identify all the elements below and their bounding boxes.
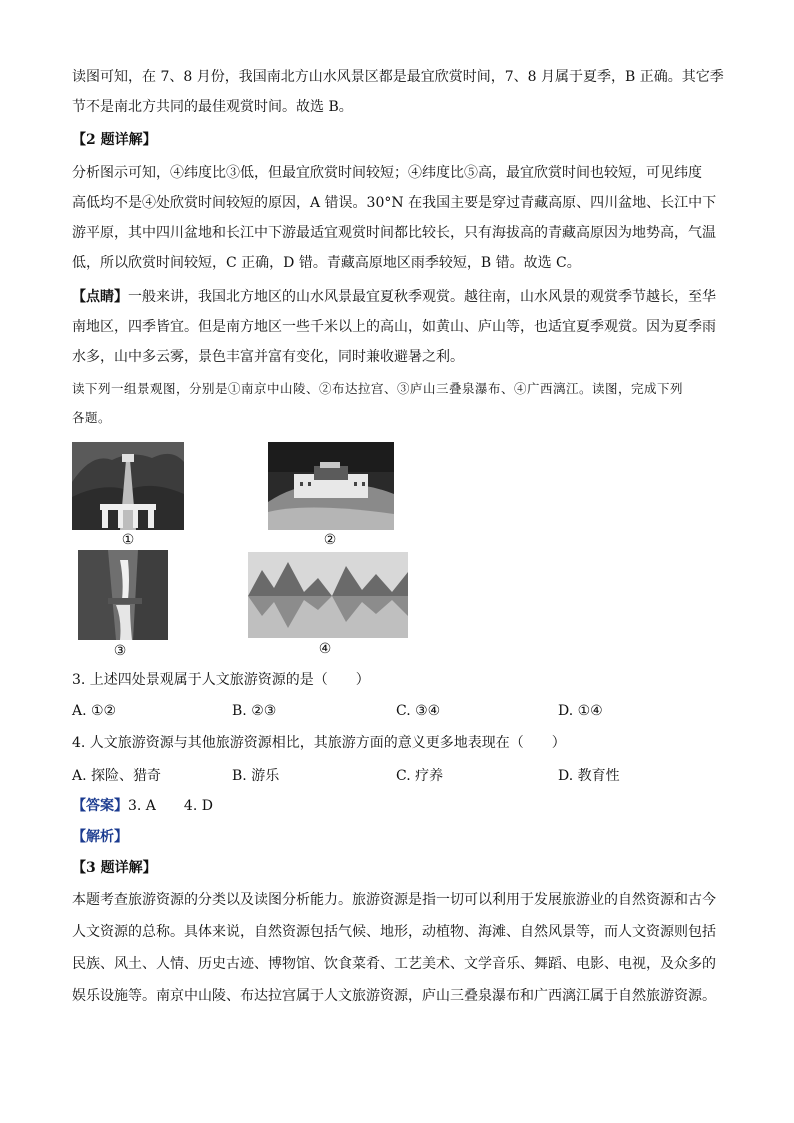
para3-line1: 本题考查旅游资源的分类以及读图分析能力。旅游资源是指一切可以利用于发展旅游业的自然资源和古今	[72, 892, 716, 908]
photo-waterfall	[78, 550, 168, 640]
para1-line1: 读图可知，在 7、8 月份，我国南北方山水风景区都是最宜欣赏时间，7、8 月属于夏季，B 正确。其它季	[72, 69, 724, 85]
caption-1: ①	[121, 532, 135, 548]
q3-detail-title: 【3 题详解】	[72, 860, 157, 876]
tip-text-1: 一般来讲，我国北方地区的山水风景最宜夏秋季观赏。越往南，山水风景的观赏季节越长，至华	[128, 289, 716, 305]
analysis-label: 【解析】	[72, 829, 128, 845]
answer-label: 【答案】	[72, 798, 128, 814]
tip-label: 【点睛】	[72, 289, 128, 305]
q2-detail-title: 【2 题详解】	[72, 132, 157, 148]
para3-line4: 娱乐设施等。南京中山陵、布达拉宫属于人文旅游资源，庐山三叠泉瀑布和广西漓江属于自然旅游资源。	[72, 988, 716, 1004]
q4-option-d[interactable]: D. 教育性	[558, 768, 620, 784]
q4-stem: 4. 人文旅游资源与其他旅游资源相比，其旅游方面的意义更多地表现在（ ）	[72, 735, 566, 751]
photo-potala	[268, 442, 394, 530]
para2-line1: 分析图示可知，④纬度比③低，但最宜欣赏时间较短；④纬度比⑤高，最宜欣赏时间也较短，可见纬度	[72, 165, 702, 181]
intro-line1: 读下列一组景观图，分别是①南京中山陵、②布达拉宫、③庐山三叠泉瀑布、④广西漓江。读图，完成下列	[72, 381, 684, 396]
caption-4: ④	[318, 641, 332, 657]
q3-stem: 3. 上述四处景观属于人文旅游资源的是（ ）	[72, 672, 370, 688]
answer-text: 3. A 4. D	[128, 798, 213, 814]
q3-option-a[interactable]: A. ①②	[72, 703, 117, 719]
q4-option-a[interactable]: A. 探险、猎奇	[72, 768, 162, 784]
para3-line3: 民族、风土、人情、历史古迹、博物馆、饮食菜肴、工艺美术、文学音乐、舞蹈、电影、电视，及众多的	[72, 956, 716, 972]
photo-mausoleum	[72, 442, 184, 530]
para2-line4: 低，所以欣赏时间较短，C 正确，D 错。青藏高原地区雨季较短，B 错。故选 C。	[72, 255, 581, 271]
q3-option-c[interactable]: C. ③④	[396, 703, 441, 719]
caption-3: ③	[113, 643, 127, 659]
q4-option-c[interactable]: C. 疗养	[396, 768, 444, 784]
q3-option-d[interactable]: D. ①④	[558, 703, 603, 719]
tip-line3: 水多，山中多云雾，景色丰富并富有变化，同时兼收避暑之利。	[72, 349, 464, 365]
photo-li-river	[248, 552, 408, 638]
tip-line1	[72, 282, 732, 312]
intro-line2: 各题。	[72, 410, 112, 425]
para1-line2: 节不是南北方共同的最佳观赏时间。故选 B。	[72, 99, 353, 115]
tip-line2: 南地区，四季皆宜。但是南方地区一些千米以上的高山，如黄山、庐山等，也适宜夏季观赏。因为夏季雨	[72, 319, 716, 335]
q4-option-b[interactable]: B. 游乐	[232, 768, 280, 784]
para3-line2: 人文资源的总称。具体来说，自然资源包括气候、地形，动植物、海滩、自然风景等，而人文资源则包括	[72, 924, 716, 940]
para2-line3: 游平原，其中四川盆地和长江中下游最适宜观赏时间都比较长，只有海拔高的青藏高原因为地势高，气温	[72, 225, 716, 241]
para2-line2: 高低均不是④处欣赏时间较短的原因，A 错误。30°N 在我国主要是穿过青藏高原、四川盆地、长江中下	[72, 195, 717, 211]
q3-option-b[interactable]: B. ②③	[232, 703, 277, 719]
caption-2: ②	[323, 532, 337, 548]
answer-line	[72, 791, 732, 821]
